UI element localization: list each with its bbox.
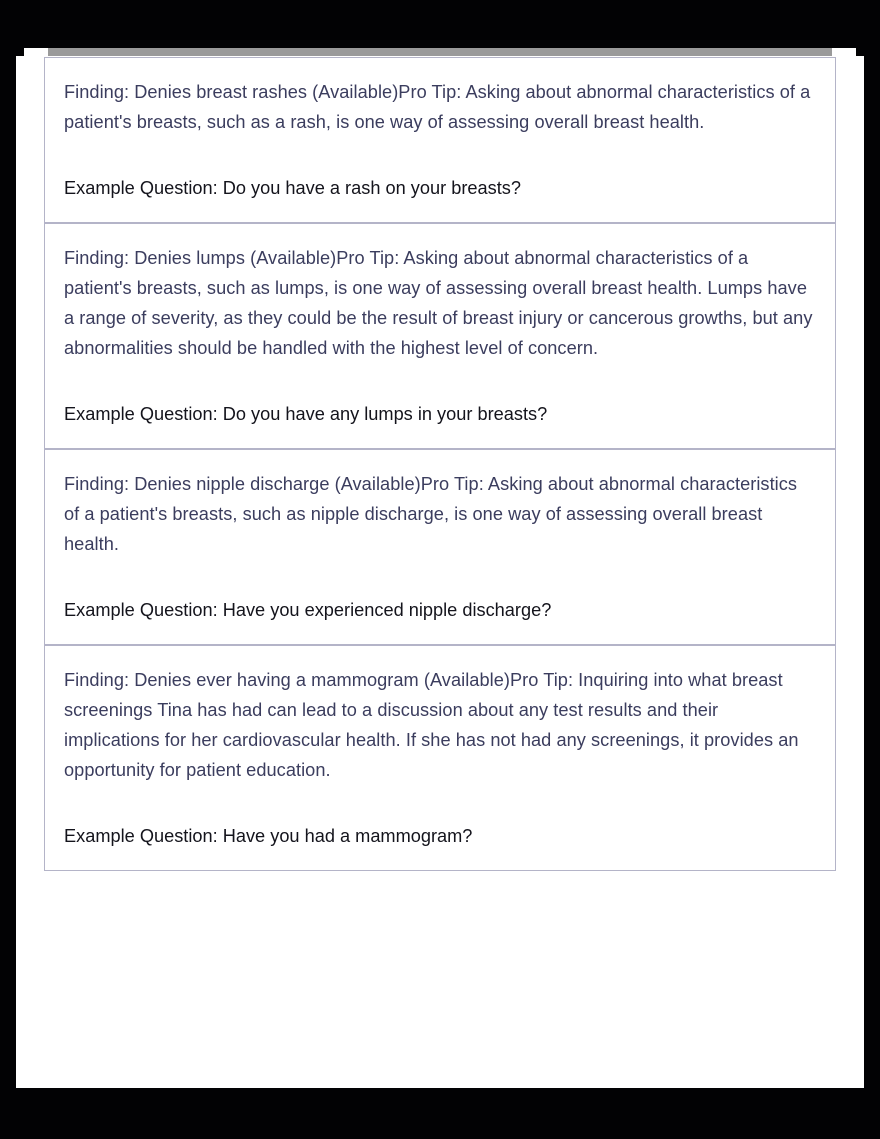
finding-text: Finding: Denies ever having a mammogram (Available)Pro Tip: Inquiring into what breast screenings Tina has had can lead to a discussion about any test results and their implications for her cardiovascular health. If she has not had any screenings, it provides an opportunity for patient education. — [64, 670, 799, 780]
findings-table — [44, 57, 836, 871]
finding-row — [45, 58, 835, 224]
finding-row — [45, 224, 835, 450]
example-question: Example Question: Have you had a mammogram? — [64, 826, 473, 846]
page-edge — [24, 48, 48, 56]
finding-text: Finding: Denies lumps (Available)Pro Tip: Asking about abnormal characteristics of a patient's breasts, such as lumps, is one way of assessing overall breast health. Lumps have a range of severity, as they could be the result of breast injury or cancerous growths, but any abnormalities should be handled with the highest level of concern. — [64, 248, 813, 358]
header-bar — [48, 48, 832, 56]
finding-text: Finding: Denies breast rashes (Available)Pro Tip: Asking about abnormal characteristics of a patient's breasts, such as a rash, is one way of assessing overall breast health. — [64, 82, 811, 132]
example-question: Example Question: Do you have any lumps in your breasts? — [64, 404, 548, 424]
finding-text: Finding: Denies nipple discharge (Available)Pro Tip: Asking about abnormal characteristics of a patient's breasts, such as nipple discharge, is one way of assessing overall breast health. — [64, 474, 798, 554]
finding-row — [45, 450, 835, 646]
example-question: Example Question: Do you have a rash on your breasts? — [64, 178, 521, 198]
page-edge — [832, 48, 856, 56]
example-question: Example Question: Have you experienced nipple discharge? — [64, 600, 552, 620]
finding-row — [45, 646, 835, 871]
